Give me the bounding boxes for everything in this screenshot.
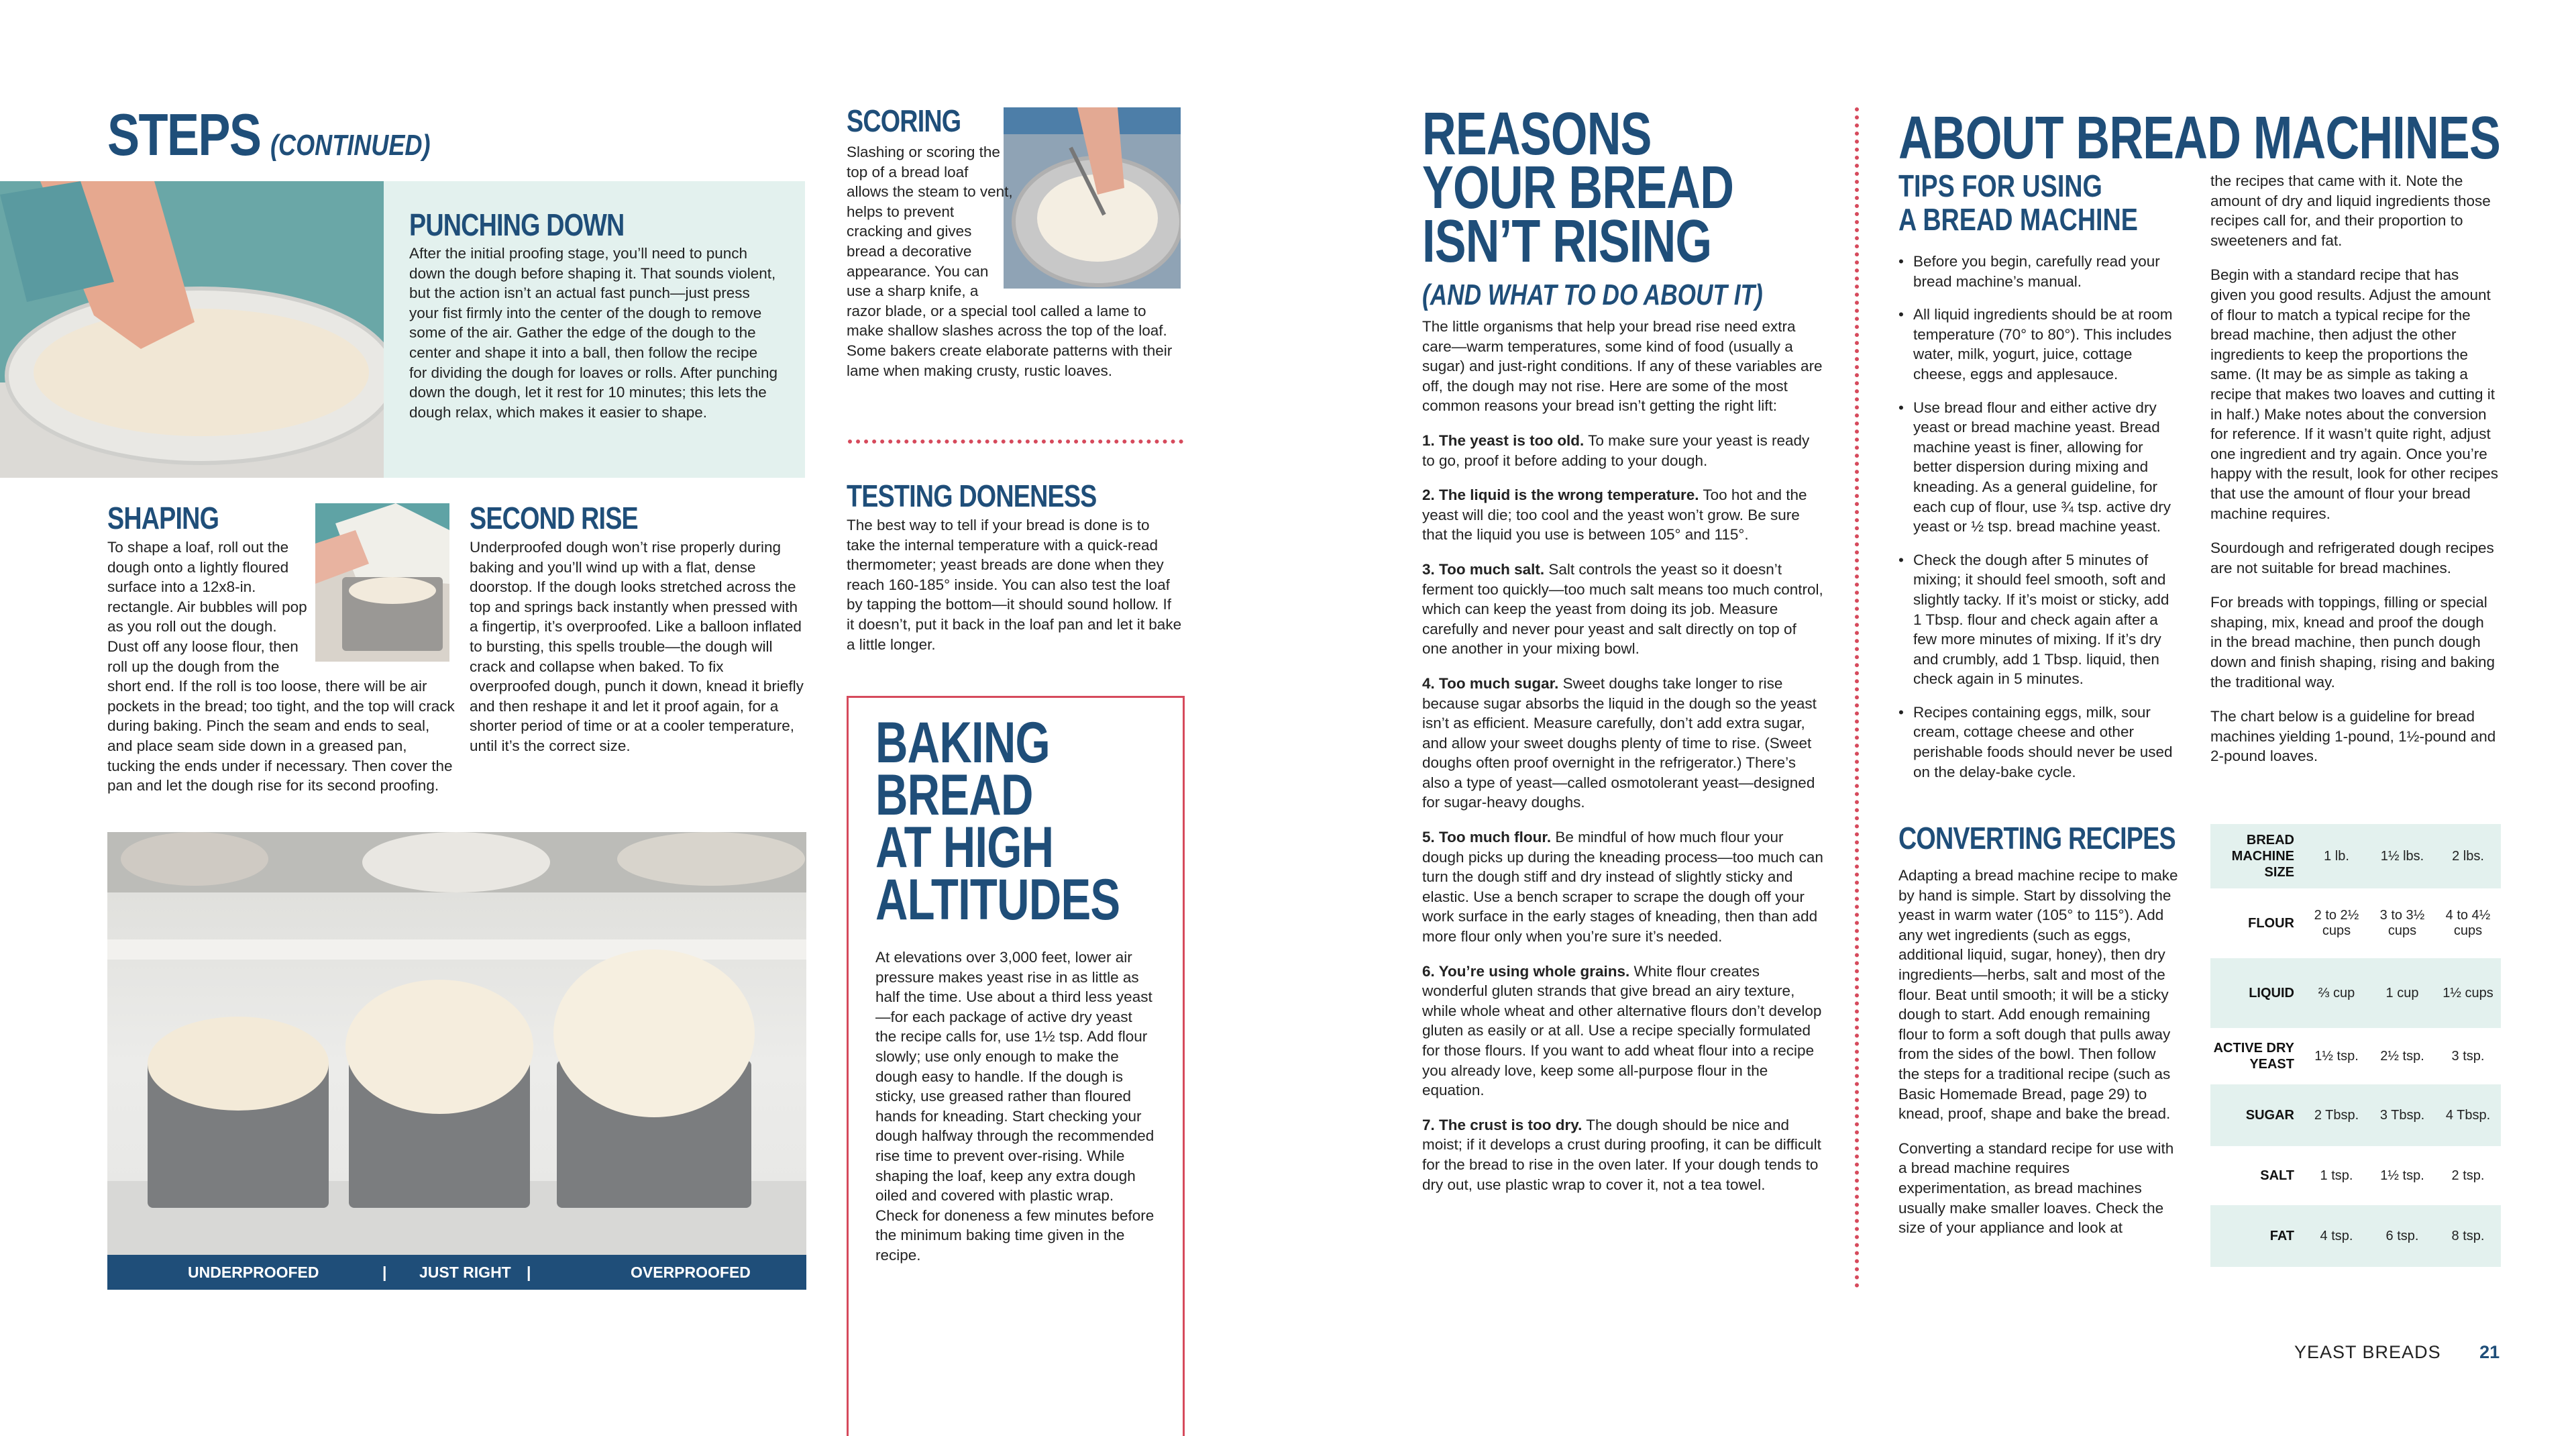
table-row-label: LIQUID xyxy=(2210,958,2304,1028)
reason-item xyxy=(1422,1115,1825,1194)
altitude-text: At elevations over 3,000 feet, lower air pressure makes yeast rise in as little as half the time. Use about a third less yeast—for each package of active dry yeast the recipe calls for, use 1½ tsp. Add flour slowly; use only enough to make the dough easy to handle. If the dough is sticky, use greased rather than floured hands for kneading. Start checking your dough halfway through the recommended rise time to prevent over-rising. While shaping the loaf, keep any extra dough oiled and covered with plastic wrap. Check for doneness a few minutes before the minimum baking time given in the recipe. xyxy=(875,949,1155,1264)
reason-item xyxy=(1422,485,1825,545)
machines-para: The chart below is a guideline for bread machines yielding 1-pound, 1½-pound and 2-pound loaves. xyxy=(2210,708,2496,765)
reason-item xyxy=(1422,431,1825,470)
reason-text: To make sure your yeast is ready to go, proof it before adding to your dough. xyxy=(1422,431,1810,469)
table-cell: 8 tsp. xyxy=(2435,1205,2501,1267)
shaping-heading: SHAPING xyxy=(107,501,219,535)
table-row xyxy=(2210,1084,2501,1146)
reason-text: Too hot and the yeast will die; too cool and the yeast won’t grow. Be sure that the liquid you use is between 105° and 115°. xyxy=(1422,486,1807,544)
table-cell: 6 tsp. xyxy=(2369,1205,2435,1267)
reason-lead: 5. Too much flour. xyxy=(1422,829,1552,846)
footer-section: YEAST BREADS xyxy=(2294,1342,2441,1362)
table-row-label: FAT xyxy=(2210,1205,2304,1267)
machines-para: the recipes that came with it. Note the amount of dry and liquid ingredients those recipes call for, and their proportion to sweeteners and fat. xyxy=(2210,172,2491,249)
page-footer xyxy=(2294,1342,2500,1363)
table-cell: 3 Tbsp. xyxy=(2369,1084,2435,1146)
table-row xyxy=(2210,1028,2501,1084)
float-spacer xyxy=(312,537,456,658)
table-cell: 1½ tsp. xyxy=(2314,1048,2359,1064)
table-row-label: SALT xyxy=(2260,1168,2294,1183)
table-row xyxy=(2210,958,2501,1028)
converting-body xyxy=(1898,866,2180,1253)
table-header-label xyxy=(2210,824,2304,888)
reason-item xyxy=(1422,560,1825,659)
testing-heading: TESTING DONENESS xyxy=(847,478,1097,513)
reason-lead: 2. The liquid is the wrong temperature. xyxy=(1422,486,1699,504)
table-row xyxy=(2210,1205,2501,1267)
tip-item: • Use bread flour and either active dry yeast or bread machine yeast. Bread machine yeast is finer, allowing for better dispersion during mixing and kneading. As a general guideline, for each cup of flour, use ¾ tsp. active dry yeast or ½ tsp. bread machine yeast. xyxy=(1913,398,2180,537)
reason-text: White flour creates wonderful gluten strands that give bread an airy texture, while whole wheat and other alternative flours don’t develop gluten as easily or at all. Use a recipe specially formulated for those flours. If you want to add wheat flour into a recipe you already love, keep some all-purpose flour in the equation. xyxy=(1422,962,1822,1099)
page-number: 21 xyxy=(2479,1342,2500,1362)
second-rise-heading: SECOND RISE xyxy=(470,501,638,535)
table-row-label: SUGAR xyxy=(2210,1084,2304,1146)
altitude-heading-line: BAKING xyxy=(875,711,1050,775)
table-header-line: MACHINE xyxy=(2231,849,2294,864)
table-header-line: SIZE xyxy=(2264,865,2294,880)
scoring-text: Slashing or scoring the top of a bread loaf allows the steam to vent, helps to prevent cracking and gives bread a decorative appearance. You can use a sharp knife, a razor blade, or a special tool called a lame to make shallow slashes across the top of the loaf. Some bakers create elaborate patterns with their lame when making crusty, rustic loaves. xyxy=(847,142,1182,380)
table-cell: 4 to 4½ cups xyxy=(2445,908,2491,938)
tips-list xyxy=(1898,252,2180,782)
table-cell: 1 cup xyxy=(2369,958,2435,1028)
table-cell: 4 tsp. xyxy=(2304,1205,2369,1267)
converting-heading: CONVERTING RECIPES xyxy=(1898,821,2176,856)
reason-lead: 6. You’re using whole grains. xyxy=(1422,962,1630,980)
caption-separator: | xyxy=(527,1264,531,1281)
tips-heading xyxy=(1898,169,2138,236)
table-row-label: ACTIVE DRY YEAST xyxy=(2213,1041,2294,1072)
table-size-cell: 1 lb. xyxy=(2304,824,2369,888)
dotted-divider xyxy=(848,440,1183,444)
reason-text: Sweet doughs take longer to rise because sugar absorbs the liquid in the dough so the yeast isn’t as efficient. Measure carefully, don’t add extra sugar, and allow your sweet doughs plenty of time to rise. (Sweet doughs often proof overnight in the refrigerator.) There’s also a type of yeast—called osmotolerant yeast—designed for sugar-heavy doughs. xyxy=(1422,674,1817,811)
reason-item xyxy=(1422,827,1825,947)
table-cell: 3 to 3½ cups xyxy=(2379,908,2425,938)
reason-lead: 3. Too much salt. xyxy=(1422,560,1545,578)
table-cell: ⅔ cup xyxy=(2304,958,2369,1028)
punching-down-heading: PUNCHING DOWN xyxy=(409,207,625,242)
altitude-heading-line: BREAD xyxy=(875,763,1033,827)
machines-right-column xyxy=(2210,171,2499,781)
table-row xyxy=(2210,888,2501,958)
converting-para: Converting a standard recipe for use with a bread machine requires experimentation, as bread machines usually make smaller loaves. Check the size of your appliance and look at xyxy=(1898,1139,2174,1237)
tip-item: • All liquid ingredients should be at room temperature (70° to 80°). This includes water, milk, yogurt, juice, cottage cheese, eggs and applesauce. xyxy=(1913,305,2180,384)
scoring-heading: SCORING xyxy=(847,103,961,138)
table-cell: 1 tsp. xyxy=(2320,1168,2353,1183)
testing-text: The best way to tell if your bread is done is to take the internal temperature with a quick-read thermometer; yeast breads are done when they reach 160-185° inside. You can also test the loaf by tapping the bottom—it should sound hollow. If it doesn’t, put it back in the loaf pan and let it bake a little longer. xyxy=(847,517,1182,653)
table-row xyxy=(2210,1146,2501,1205)
punching-dough-photo xyxy=(0,181,384,478)
table-row-label: FLOUR xyxy=(2248,915,2294,931)
steps-subtitle: (CONTINUED) xyxy=(270,129,431,162)
table-cell: 2½ tsp. xyxy=(2380,1048,2424,1064)
caption-separator: | xyxy=(382,1264,387,1281)
table-cell: 1½ cups xyxy=(2435,958,2501,1028)
reasons-body xyxy=(1422,317,1825,1209)
reason-lead: 4. Too much sugar. xyxy=(1422,674,1559,692)
tip-item: • Recipes containing eggs, milk, sour cream, cottage cheese and other perishable foods should never be used on the delay-bake cycle. xyxy=(1913,703,2180,782)
reason-item xyxy=(1422,674,1825,813)
reasons-heading xyxy=(1422,101,1734,275)
table-header-line: BREAD xyxy=(2246,833,2294,848)
steps-title xyxy=(107,101,466,169)
reason-lead: 1. The yeast is too old. xyxy=(1422,431,1585,449)
tips-list-container xyxy=(1898,252,2180,795)
reasons-heading-line: REASONS xyxy=(1422,101,1652,168)
loaf-caption-bar xyxy=(107,1255,806,1290)
reasons-intro: The little organisms that help your bread rise need extra care—warm temperatures, some kind of food (usually a sugar) and just-right conditions. If any of these variables are off, the dough may not rise. Here are some of the most common reasons your bread isn’t getting the right lift: xyxy=(1422,318,1823,415)
table-cell: 2 Tbsp. xyxy=(2304,1084,2369,1146)
machines-para: For breads with toppings, filling or special shaping, mix, knead and proof the dough in the bread machine, then punch dough down and finish shaping, rising and baking the traditional way. xyxy=(2210,594,2496,690)
tips-heading-line: TIPS FOR USING xyxy=(1898,168,2102,203)
reason-text: Be mindful of how much flour your dough picks up during the kneading process—too much can turn the dough stiff and dry instead of slightly sticky and elastic. Use a bench scraper to scrape the dough off your work surface in the early stages of kneading, then than add more flour only when you’re sure it’s needed. xyxy=(1422,829,1823,945)
vertical-dotted-divider xyxy=(1855,107,1859,1288)
bread-machine-table xyxy=(2210,824,2501,1267)
reasons-heading-line: ISN’T RISING xyxy=(1422,208,1712,275)
float-spacer xyxy=(1014,142,1182,295)
reason-text: The dough should be nice and moist; if it develops a crust during proofing, it can be difficult for the bread to rise in the oven later. If your dough tends to dry out, use plastic wrap to cover it, not a tea towel. xyxy=(1422,1116,1821,1193)
table-cell: 2 tsp. xyxy=(2451,1168,2485,1183)
steps-title-text: STEPS xyxy=(107,101,261,168)
reason-item xyxy=(1422,962,1825,1100)
tip-item: • Before you begin, carefully read your bread machine’s manual. xyxy=(1913,252,2180,291)
table-size-cell: 2 lbs. xyxy=(2435,824,2501,888)
tips-heading-line: A BREAD MACHINE xyxy=(1898,202,2138,237)
table-cell: 4 Tbsp. xyxy=(2435,1084,2501,1146)
punching-down-text: After the initial proofing stage, you’ll need to punch down the dough before shaping it. That sounds violent, but the action isn’t an actual fast punch—just press your fist firmly into the center of the dough to remove some of the air. Gather the edge of the dough to the center and shape it into a ball, then follow the recipe for dividing the dough for loaves or rolls. After punching down the dough, let it rest for 10 minutes; this lets the dough relax, which makes it easier to shape. xyxy=(409,245,778,421)
machines-title: ABOUT BREAD MACHINES xyxy=(1898,105,2500,172)
table-cell: 2 to 2½ cups xyxy=(2314,908,2359,938)
reason-lead: 7. The crust is too dry. xyxy=(1422,1116,1582,1133)
altitude-heading xyxy=(875,711,1120,932)
shaping-text: To shape a loaf, roll out the dough onto a lightly floured surface into a 12x8-in. rectangle. Air bubbles will pop as you roll out the dough. Dust off any loose flour, then roll up the dough from the short end. If the roll is too loose, there will be air pockets in the bread; too tight, and the top will crack during baking. Pinch the seam and ends to seal, and place seam side down in a greased pan, tucking the ends under if necessary. Then cover the pan and let the dough rise for its second proofing. xyxy=(107,537,456,796)
caption-just-right: JUST RIGHT xyxy=(419,1264,511,1281)
reason-text: Salt controls the yeast so it doesn’t ferment too quickly—too much salt means too much control, which can keep the yeast from doing its job. Measure carefully and never pour yeast and salt directly on top of one another in your mixing bowl. xyxy=(1422,560,1823,658)
second-rise-text: Underproofed dough won’t rise properly during baking and you’ll wind up with a flat, dense doorstop. If the dough looks stretched across the top and springs back instantly when pressed with a fingertip, it’s overproofed. Like a balloon inflated to bursting, this spells trouble—the dough will crack and collapse when baked. To fix overproofed dough, punch it down, knead it briefly and then reshape it and let it proof again, for a shorter period of time or at a cooler temperature, until it’s the correct size. xyxy=(470,539,804,754)
loaves-photo xyxy=(107,832,806,1255)
machines-para: Sourdough and refrigerated dough recipes are not suitable for bread machines. xyxy=(2210,540,2494,576)
table-cell: 3 tsp. xyxy=(2451,1048,2485,1064)
reasons-heading-line: YOUR BREAD xyxy=(1422,154,1734,221)
caption-overproofed: OVERPROOFED xyxy=(631,1264,751,1281)
table-size-cell: 1½ lbs. xyxy=(2369,824,2435,888)
caption-underproofed: UNDERPROOFED xyxy=(188,1264,319,1281)
tip-item: • Check the dough after 5 minutes of mixing; it should feel smooth, soft and slightly tacky. If it’s moist or sticky, add 1 Tbsp. flour and check again after a few more minutes of mixing. If it’s dry and crumbly, add 1 Tbsp. liquid, then check again in 5 minutes. xyxy=(1913,550,2180,689)
table-cell: 1½ tsp. xyxy=(2380,1168,2424,1183)
table-header-row xyxy=(2210,824,2501,888)
reasons-subheading: (AND WHAT TO DO ABOUT IT) xyxy=(1422,278,1763,311)
altitude-heading-line: ALTITUDES xyxy=(875,868,1120,932)
altitude-heading-line: AT HIGH xyxy=(875,815,1054,880)
converting-para: Adapting a bread machine recipe to make by hand is simple. Start by dissolving the yeast in warm water (105° to 115°). Add any wet ingredients (such as eggs, additional liquid, sugar, honey), then dry ingredients—herbs, salt and most of the flour. Beat until smooth; it will be a sticky dough to start. Add enough remaining flour to form a soft dough that pulls away from the sides of the bowl. Then follow the steps for a traditional recipe (such as Basic Homemade Bread, page 29) to knead, proof, shape and bake the bread. xyxy=(1898,867,2178,1123)
bread-machine-table-wrap xyxy=(2210,824,2501,1267)
machines-para: Begin with a standard recipe that has given you good results. Adjust the amount of flour to match a typical recipe for the bread machine, then adjust the other ingredients to keep the proportions the same. (It may be as simple as taking a recipe that makes two loaves and cutting it in half.) Make notes about the conversion for reference. If it wasn’t quite right, adjust one ingredient and try again. Once you’re happy with the result, look for other recipes that use the amount of flour your bread machine requires. xyxy=(2210,266,2498,522)
